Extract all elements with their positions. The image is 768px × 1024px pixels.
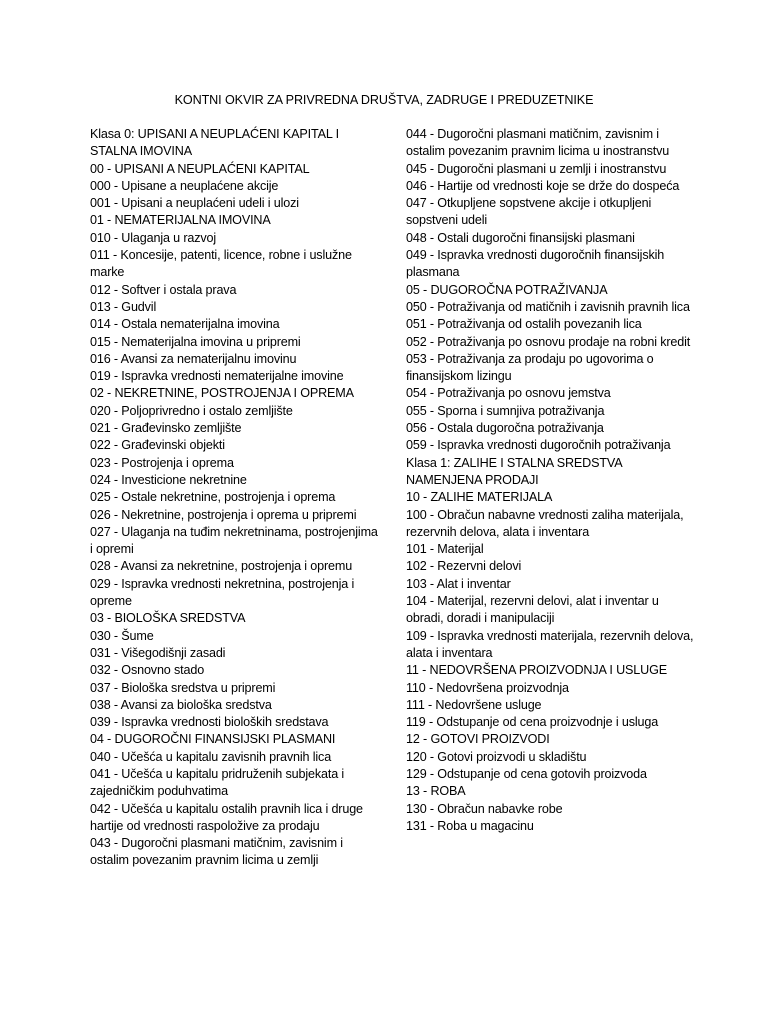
- account-line: 050 - Potraživanja od matičnih i zavisnih pravnih lica: [406, 299, 690, 314]
- account-line: 044 - Dugoročni plasmani matičnim, zavisnim i ostalim povezanim pravnim licima u inostranstvu: [406, 127, 670, 159]
- right-column: [406, 126, 698, 835]
- account-line: 110 - Nedovršena proizvodnja: [406, 680, 569, 695]
- account-line: 00 - UPISANI A NEUPLAĆENI KAPITAL: [90, 161, 310, 176]
- account-line: 119 - Odstupanje od cena proizvodnje i usluga: [406, 715, 659, 730]
- account-line: 019 - Ispravka vrednosti nematerijalne imovine: [90, 369, 344, 384]
- account-line: 05 - DUGOROČNA POTRAŽIVANJA: [406, 282, 608, 297]
- account-line: 046 - Hartije od vrednosti koje se drže do dospeća: [406, 178, 680, 193]
- account-line: 013 - Gudvil: [90, 299, 157, 314]
- account-line: 040 - Učešća u kapitalu zavisnih pravnih lica: [90, 749, 332, 764]
- account-line: 051 - Potraživanja od ostalih povezanih lica: [406, 317, 642, 332]
- account-line: 056 - Ostala dugoročna potraživanja: [406, 421, 604, 436]
- account-line: 001 - Upisani a neuplaćeni udeli i ulozi: [90, 196, 299, 211]
- account-line: 023 - Postrojenja i oprema: [90, 455, 234, 470]
- account-line: 109 - Ispravka vrednosti materijala, rezervnih delova, alata i inventara: [406, 628, 694, 660]
- account-line: 021 - Građevinsko zemljište: [90, 421, 242, 436]
- account-line: 11 - NEDOVRŠENA PROIZVODNJA I USLUGE: [406, 663, 667, 678]
- account-line: 010 - Ulaganja u razvoj: [90, 230, 217, 245]
- account-line: 03 - BIOLOŠKA SREDSTVA: [90, 611, 246, 626]
- account-line: 101 - Materijal: [406, 542, 484, 557]
- account-line: 037 - Biološka sredstva u pripremi: [90, 680, 276, 695]
- account-line: 111 - Nedovršene usluge: [406, 697, 542, 712]
- account-line: 129 - Odstupanje od cena gotovih proizvoda: [406, 766, 647, 781]
- account-line: 041 - Učešća u kapitalu pridruženih subjekata i zajedničkim poduhvatima: [90, 766, 345, 799]
- account-line: 052 - Potraživanja po osnovu prodaje na robni kredit: [406, 334, 691, 349]
- account-line: 104 - Materijal, rezervni delovi, alat i inventar u obradi, doradi i manipulaciji: [406, 594, 659, 626]
- account-line: 043 - Dugoročni plasmani matičnim, zavisnim i ostalim povezanim pravnim licima u zemlji: [90, 836, 343, 868]
- account-line: 103 - Alat i inventar: [406, 576, 511, 591]
- account-line: 048 - Ostali dugoročni finansijski plasmani: [406, 230, 635, 245]
- account-line: 042 - Učešća u kapitalu ostalih pravnih lica i druge hartije od vrednosti raspoložive za prodaju: [90, 801, 363, 833]
- account-line: 059 - Ispravka vrednosti dugoročnih potraživanja: [406, 438, 671, 453]
- left-column: [90, 126, 382, 870]
- account-line: 047 - Otkupljene sopstvene akcije i otkupljeni sopstveni udeli: [406, 196, 652, 228]
- account-line: 029 - Ispravka vrednosti nekretnina, postrojenja i opreme: [90, 576, 355, 609]
- account-line: 02 - NEKRETNINE, POSTROJENJA I OPREMA: [90, 386, 354, 401]
- account-line: 10 - ZALIHE MATERIJALA: [406, 490, 553, 505]
- account-line: 000 - Upisane a neuplaćene akcije: [90, 178, 279, 193]
- account-line: 100 - Obračun nabavne vrednosti zaliha materijala, rezervnih delova, alata i inventara: [406, 507, 684, 539]
- account-line: 053 - Potraživanja za prodaju po ugovorima o finansijskom lizingu: [406, 351, 654, 384]
- account-line: 020 - Poljoprivredno i ostalo zemljište: [90, 403, 293, 418]
- account-line: 131 - Roba u magacinu: [406, 818, 534, 833]
- account-line: Klasa 1: ZALIHE I STALNA SREDSTVA NAMENJENA PRODAJI: [406, 455, 622, 487]
- account-line: 014 - Ostala nematerijalna imovina: [90, 317, 280, 332]
- account-line: 028 - Avansi za nekretnine, postrojenja i opremu: [90, 559, 353, 574]
- account-line: 04 - DUGOROČNI FINANSIJSKI PLASMANI: [90, 732, 336, 747]
- account-line: 120 - Gotovi proizvodi u skladištu: [406, 749, 587, 764]
- account-line: 031 - Višegodišnji zasadi: [90, 645, 226, 660]
- account-line: 015 - Nematerijalna imovina u pripremi: [90, 334, 301, 349]
- account-line: 025 - Ostale nekretnine, postrojenja i oprema: [90, 490, 336, 505]
- account-line: 012 - Softver i ostala prava: [90, 282, 237, 297]
- account-line: 038 - Avansi za biološka sredstva: [90, 697, 272, 712]
- account-line: 102 - Rezervni delovi: [406, 559, 522, 574]
- account-line: 049 - Ispravka vrednosti dugoročnih finansijskih plasmana: [406, 248, 665, 280]
- account-line: 13 - ROBA: [406, 784, 466, 799]
- account-line: 039 - Ispravka vrednosti bioloških sredstava: [90, 715, 329, 730]
- account-line: 045 - Dugoročni plasmani u zemlji i inostranstvu: [406, 161, 667, 176]
- account-line: Klasa 0: UPISANI A NEUPLAĆENI KAPITAL I STALNA IMOVINA: [90, 127, 339, 159]
- account-line: 016 - Avansi za nematerijalnu imovinu: [90, 351, 297, 366]
- account-line: 130 - Obračun nabavke robe: [406, 801, 563, 816]
- account-line: 026 - Nekretnine, postrojenja i oprema u pripremi: [90, 507, 357, 522]
- account-line: 030 - Šume: [90, 628, 154, 643]
- account-line: 032 - Osnovno stado: [90, 663, 205, 678]
- account-line: 054 - Potraživanja po osnovu jemstva: [406, 386, 611, 401]
- account-line: 12 - GOTOVI PROIZVODI: [406, 732, 550, 747]
- account-line: 024 - Investicione nekretnine: [90, 472, 247, 487]
- account-line: 027 - Ulaganja na tuđim nekretninama, postrojenjima i opremi: [90, 524, 378, 557]
- account-line: 022 - Građevinski objekti: [90, 438, 225, 453]
- document-title: KONTNI OKVIR ZA PRIVREDNA DRUŠTVA, ZADRUGE I PREDUZETNIKE: [174, 93, 594, 107]
- account-line: 055 - Sporna i sumnjiva potraživanja: [406, 403, 605, 418]
- account-line: 011 - Koncesije, patenti, licence, robne i uslužne marke: [90, 248, 352, 280]
- account-line: 01 - NEMATERIJALNA IMOVINA: [90, 213, 271, 228]
